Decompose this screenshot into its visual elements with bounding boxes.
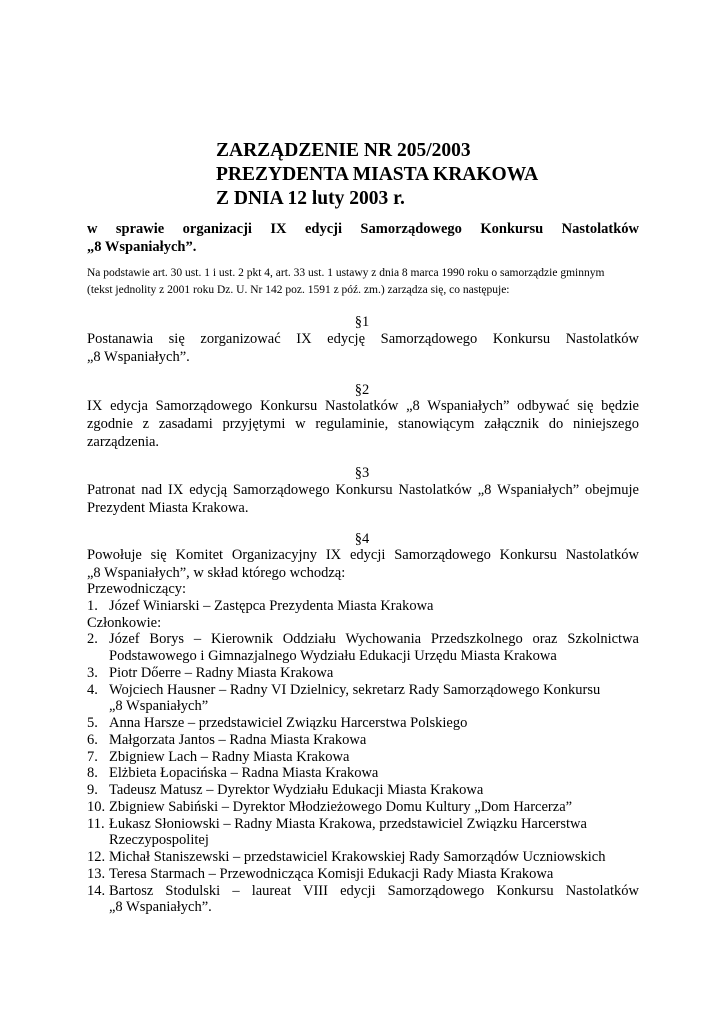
paragraph-line: IX edycja Samorządowego Konkursu Nastolatków „8 Wspaniałych” odbywać się będzie xyxy=(87,398,639,414)
list-item-line: Elżbieta Łopacińska – Radna Miasta Krakowa xyxy=(109,765,379,782)
list-number: 9. xyxy=(87,782,98,798)
list-item-line: Bartosz Stodulski – laureat VIII edycji Samorządowego Konkursu Nastolatków xyxy=(109,882,639,899)
section-paragraph xyxy=(87,397,639,451)
paragraph-line: Prezydent Miasta Krakowa. xyxy=(87,500,249,516)
list-item xyxy=(87,782,639,799)
list-number: 5. xyxy=(87,715,98,731)
subject-paragraph xyxy=(87,220,639,256)
list-item-line: Rzeczypospolitej xyxy=(109,832,209,849)
list-number: 4. xyxy=(87,681,98,698)
list-item xyxy=(87,682,639,716)
section-mark: §2 xyxy=(354,382,370,398)
list-item-line: Zbigniew Sabiński – Dyrektor Młodzieżowego Domu Kultury „Dom Harcerza” xyxy=(109,798,573,815)
subject-line: w sprawie organizacji IX edycji Samorządowego Konkursu Nastolatków xyxy=(87,221,639,237)
list-item xyxy=(87,732,639,749)
section-paragraph xyxy=(87,481,639,517)
chair-label: Przewodniczący: xyxy=(87,581,187,597)
title-line: Z DNIA 12 luty 2003 r. xyxy=(216,188,405,209)
list-number: 14. xyxy=(87,882,106,899)
list-item-line: Teresa Starmach – Przewodnicząca Komisji Edukacji Rady Miasta Krakowa xyxy=(109,865,554,882)
list-item-line: Zbigniew Lach – Radny Miasta Krakowa xyxy=(109,748,350,765)
section-paragraph xyxy=(87,330,639,366)
basis-line: Na podstawie art. 30 ust. 1 i ust. 2 pkt 4, art. 33 ust. 1 ustawy z dnia 8 marca 1990 roku o samorządzie gminnym xyxy=(87,267,605,279)
list-item xyxy=(87,665,639,682)
subject-line: „8 Wspaniałych”. xyxy=(87,239,197,255)
list-item-line: „8 Wspaniałych”. xyxy=(109,899,212,916)
paragraph-line: „8 Wspaniałych”. xyxy=(87,349,190,365)
paragraph-line: Powołuje się Komitet Organizacyjny IX edycji Samorządowego Konkursu Nastolatków xyxy=(87,547,639,563)
list-item-line: Tadeusz Matusz – Dyrektor Wydziału Edukacji Miasta Krakowa xyxy=(109,782,484,798)
list-item-line: Anna Harsze – przedstawiciel Związku Harcerstwa Polskiego xyxy=(109,715,468,731)
list-number: 2. xyxy=(87,631,98,648)
list-number: 6. xyxy=(87,731,98,748)
list-number: 11. xyxy=(87,815,105,832)
list-item xyxy=(87,883,639,917)
list-item-line: „8 Wspaniałych” xyxy=(109,698,209,715)
title-line: ZARZĄDZENIE NR 205/2003 xyxy=(216,140,471,161)
list-item xyxy=(87,631,639,665)
document-title xyxy=(216,139,538,211)
paragraph-line: zgodnie z zasadami przyjętymi w regulaminie, stanowiącym załącznik do niniejszego xyxy=(87,416,639,432)
list-item xyxy=(87,749,639,766)
list-item-line: Józef Winiarski – Zastępca Prezydenta Miasta Krakowa xyxy=(109,597,434,614)
list-item xyxy=(87,765,639,782)
list-item xyxy=(87,816,639,850)
list-number: 7. xyxy=(87,748,98,765)
paragraph-line: „8 Wspaniałych”, w skład którego wchodzą: xyxy=(87,565,346,581)
list-item-line: Małgorzata Jantos – Radna Miasta Krakowa xyxy=(109,731,367,748)
list-item-line: Łukasz Słoniowski – Radny Miasta Krakowa, przedstawiciel Związku Harcerstwa xyxy=(109,815,587,832)
list-item-line: Józef Borys – Kierownik Oddziału Wychowania Przedszkolnego oraz Szkolnictwa xyxy=(109,631,639,648)
section-mark: §3 xyxy=(354,465,370,481)
list-item-line: Podstawowego i Gimnazjalnego Wydziału Edukacji Urzędu Miasta Krakowa xyxy=(109,648,557,664)
list-number: 1. xyxy=(87,597,98,614)
paragraph-line: Postanawia się zorganizować IX edycję Samorządowego Konkursu Nastolatków xyxy=(87,331,639,347)
list-number: 10. xyxy=(87,798,106,815)
section-mark: §1 xyxy=(354,314,370,330)
section-mark: §4 xyxy=(354,531,370,547)
list-item xyxy=(87,849,639,866)
list-item xyxy=(87,866,639,883)
list-number: 12. xyxy=(87,849,106,865)
list-item xyxy=(87,715,639,732)
list-item xyxy=(87,598,639,615)
list-number: 8. xyxy=(87,765,98,782)
committee-list xyxy=(87,581,639,916)
list-number: 3. xyxy=(87,664,98,681)
title-line: PREZYDENTA MIASTA KRAKOWA xyxy=(216,164,539,185)
list-item-line: Wojciech Hausner – Radny VI Dzielnicy, sekretarz Rady Samorządowego Konkursu xyxy=(109,681,601,698)
list-item xyxy=(87,799,639,816)
members-label: Członkowie: xyxy=(87,614,162,631)
basis-line: (tekst jednolity z 2001 roku Dz. U. Nr 142 poz. 1591 z póź. zm.) zarządza się, co następuje: xyxy=(87,284,510,296)
list-item-line: Michał Staniszewski – przedstawiciel Krakowskiej Rady Samorządów Uczniowskich xyxy=(109,849,606,865)
legal-basis-paragraph xyxy=(87,265,639,299)
list-number: 13. xyxy=(87,865,106,882)
paragraph-line: Patronat nad IX edycją Samorządowego Konkursu Nastolatków „8 Wspaniałych” obejmuje xyxy=(87,482,639,498)
paragraph-line: zarządzenia. xyxy=(87,434,160,450)
section-paragraph xyxy=(87,546,639,582)
list-item-line: Piotr Dőerre – Radny Miasta Krakowa xyxy=(109,664,334,681)
